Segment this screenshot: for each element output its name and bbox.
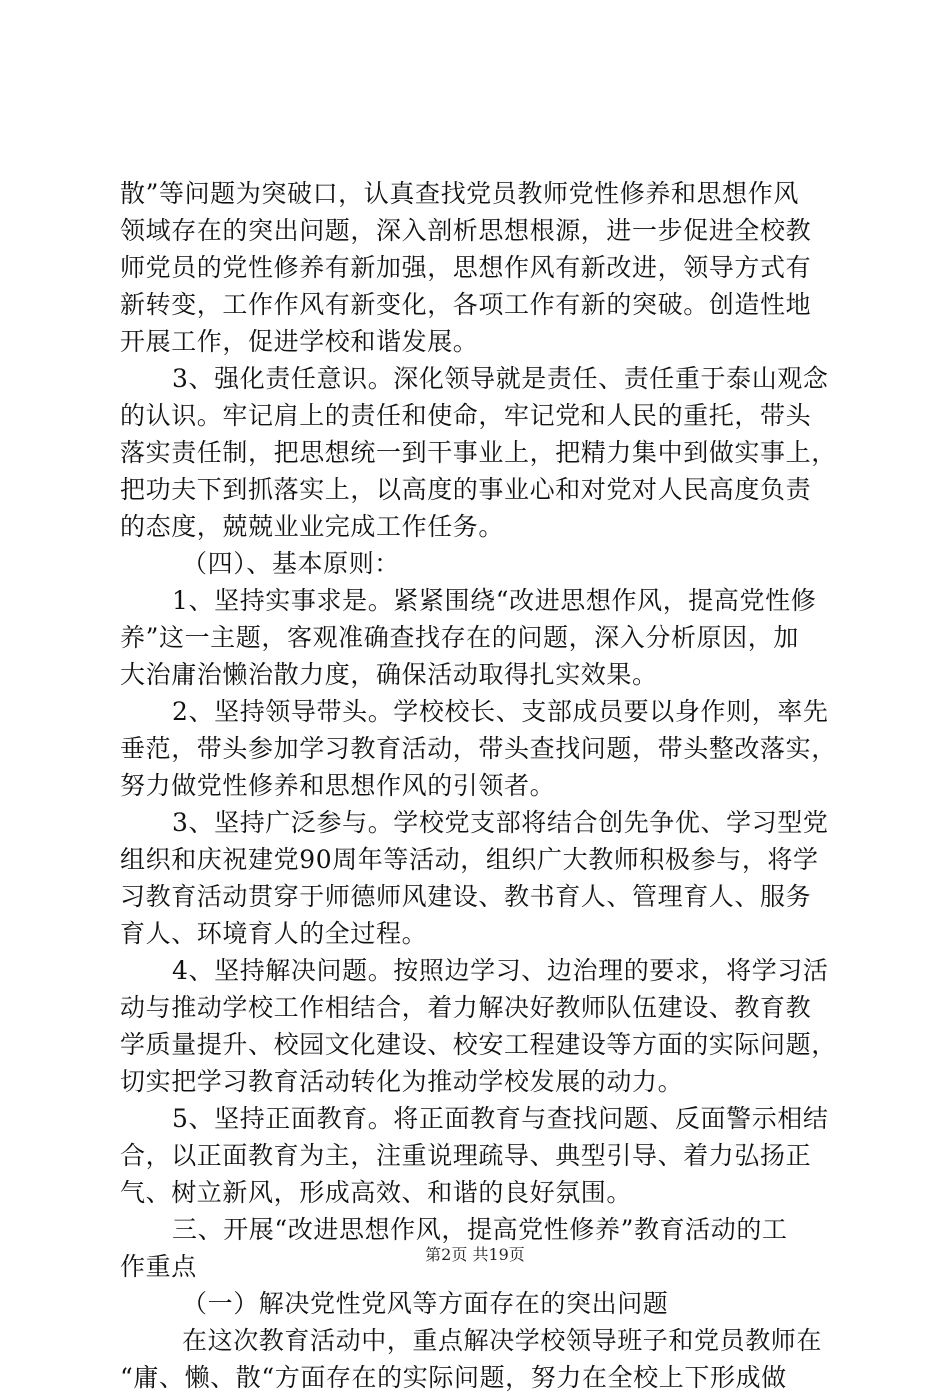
text-line: 的认识。牢记肩上的责任和使命，牢记党和人民的重托，带头: [120, 401, 812, 430]
text-line: 5、坚持正面教育。将正面教育与查找问题、反面警示相结: [172, 1104, 829, 1133]
text-line: 4、坚持解决问题。按照边学习、边治理的要求，将学习活: [172, 956, 829, 985]
text-line: 师党员的党性修养有新加强，思想作风有新改进，领导方式有: [120, 253, 812, 282]
text-line: 合，以正面教育为主，注重说理疏导、典型引导、着力弘扬正: [120, 1141, 812, 1170]
page-number-footer: 第2页 共19页: [425, 1245, 525, 1264]
text-line: 3、强化责任意识。深化领导就是责任、责任重于泰山观念: [172, 364, 829, 393]
text-line: 的态度，兢兢业业完成工作任务。: [120, 512, 505, 541]
text-line: 在这次教育活动中，重点解决学校领导班子和党员教师在: [182, 1326, 823, 1355]
section-heading: 作重点: [120, 1252, 197, 1281]
text-line: 学质量提升、校园文化建设、校安工程建设等方面的实际问题，: [120, 1030, 837, 1059]
text-line: 努力做党性修养和思想作风的引领者。: [120, 771, 556, 800]
text-line: 切实把学习教育活动转化为推动学校发展的动力。: [120, 1067, 684, 1096]
text-line: 习教育活动贯穿于师德师风建设、教书育人、管理育人、服务: [120, 882, 812, 911]
text-line: “庸、懒、散“方面存在的实际问题，努力在全校上下形成做: [120, 1363, 787, 1392]
text-line: 把功夫下到抓落实上，以高度的事业心和对党对人民高度负责: [120, 475, 812, 504]
text-line: 组织和庆祝建党90周年等活动，组织广大教师积极参与，将学: [120, 845, 819, 874]
text-line: 动与推动学校工作相结合，着力解决好教师队伍建设、教育教: [120, 993, 812, 1022]
text-line: 落实责任制，把思想统一到干事业上，把精力集中到做实事上，: [120, 438, 837, 467]
text-line: 养”这一主题，客观准确查找存在的问题，深入分析原因，加: [120, 623, 799, 652]
section-heading: 三、开展“改进思想作风，提高党性修养”教育活动的工: [172, 1215, 788, 1244]
text-line: 领域存在的突出问题，深入剖析思想根源，进一步促进全校教: [120, 216, 812, 245]
text-line: 开展工作，促进学校和谐发展。: [120, 327, 479, 356]
text-line: 散”等问题为突破口，认真查找党员教师党性修养和思想作风: [120, 179, 799, 208]
document-body: [120, 175, 840, 1396]
text-line: 大治庸治懒治散力度，确保活动取得扎实效果。: [120, 660, 658, 689]
subsection-heading: （一）解决党性党风等方面存在的突出问题: [182, 1289, 669, 1318]
text-line: 3、坚持广泛参与。学校党支部将结合创先争优、学习型党: [172, 808, 829, 837]
text-line: 新转变，工作作风有新变化，各项工作有新的突破。创造性地: [120, 290, 812, 319]
section-heading: （四）、基本原则：: [182, 549, 400, 578]
text-line: 2、坚持领导带头。学校校长、支部成员要以身作则，率先: [172, 697, 829, 726]
text-line: 垂范，带头参加学习教育活动，带头查找问题，带头整改落实，: [120, 734, 837, 763]
text-line: 气、树立新风，形成高效、和谐的良好氛围。: [120, 1178, 633, 1207]
text-line: 育人、环境育人的全过程。: [120, 919, 428, 948]
text-line: 1、坚持实事求是。紧紧围绕“改进思想作风，提高党性修: [172, 586, 817, 615]
